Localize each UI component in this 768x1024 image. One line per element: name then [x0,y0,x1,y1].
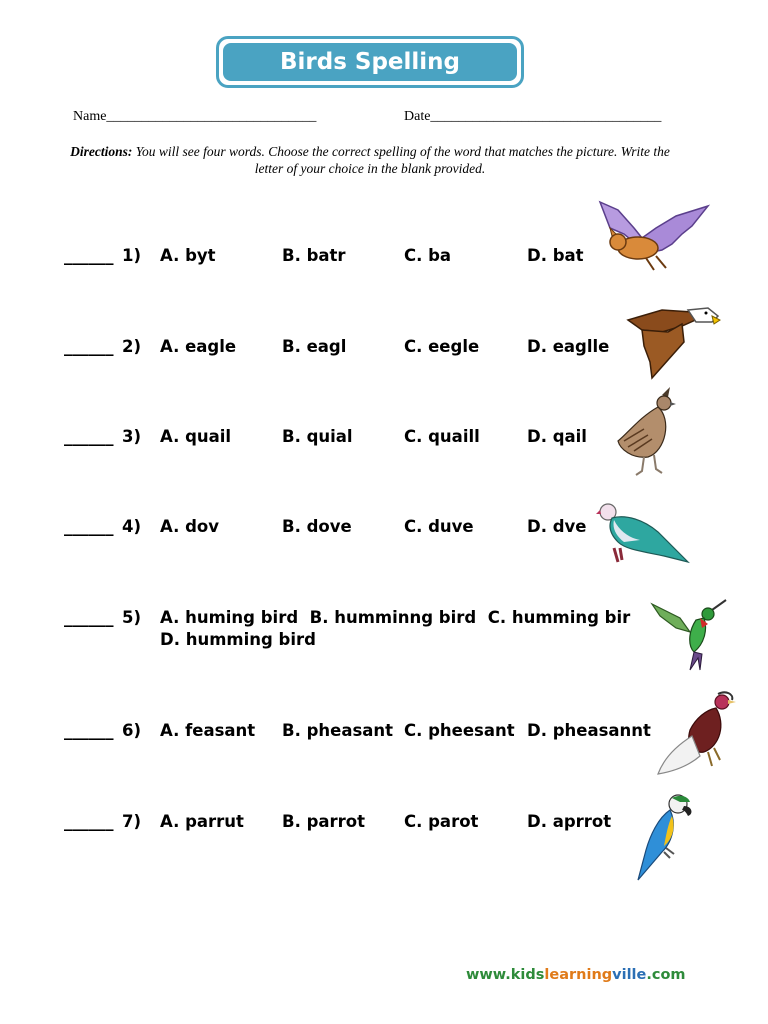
answer-blank[interactable]: ______ [64,608,114,627]
bat-icon [596,198,712,274]
footer-kids: kids [510,967,545,983]
footer-www: www. [466,967,511,983]
answer-blank[interactable]: ______ [64,246,114,265]
dove-icon [596,498,692,570]
answer-blank[interactable]: ______ [64,517,114,536]
option-a: A. eagle [160,337,237,356]
option-b: B. dove [282,517,352,536]
option-a: A. parrut [160,812,244,831]
option-d: D. aprrot [527,812,612,831]
name-field[interactable]: Name______________________________ [73,109,317,124]
footer-ville: ville [612,967,647,983]
footer-learning: learning [544,967,613,983]
option-b: B. batr [282,246,346,265]
option-a: A. byt [160,246,216,265]
footer-com: .com [646,967,686,983]
option-c: C. parot [404,812,479,831]
title-banner [216,36,524,88]
page-title: Birds Spelling [223,43,517,81]
parrot-icon [630,792,696,882]
option-b: B. eagl [282,337,347,356]
answer-blank[interactable]: ______ [64,812,114,831]
option-b: B. pheasant [282,721,394,740]
options-line-2: D. humming bird [160,630,316,649]
directions-text: You will see four words. Choose the correct spelling of the word that matches the picture. Write the letter of your choice in the blank provided. [135,144,670,176]
option-a: A. dov [160,517,219,536]
directions-label: Directions: [70,144,133,159]
option-d: D. qail [527,427,587,446]
option-c: C. eegle [404,337,480,356]
option-c: C. ba [404,246,452,265]
option-d: D. bat [527,246,584,265]
directions [70,143,670,177]
hummingbird-icon [650,598,728,674]
question-number: 7) [122,812,142,831]
option-a: A. feasant [160,721,256,740]
question-number: 6) [122,721,142,740]
question-number: 5) [122,608,142,627]
eagle-icon [622,302,722,382]
options-line-1: A. huming bird B. humminng bird C. humming bir [160,608,631,627]
option-d: D. eaglle [527,337,610,356]
pheasant-icon [656,686,740,778]
quail-icon [614,385,680,477]
option-c: C. quaill [404,427,480,446]
footer-url[interactable] [466,967,686,983]
option-d: D. dve [527,517,587,536]
option-a: A. quail [160,427,232,446]
option-c: C. pheesant [404,721,515,740]
question-number: 3) [122,427,142,446]
date-field[interactable]: Date_________________________________ [404,109,662,124]
answer-blank[interactable]: ______ [64,427,114,446]
question-number: 2) [122,337,142,356]
answer-blank[interactable]: ______ [64,721,114,740]
option-b: B. quial [282,427,353,446]
question-number: 1) [122,246,142,265]
option-c: C. duve [404,517,474,536]
option-b: B. parrot [282,812,366,831]
option-d: D. pheasannt [527,721,651,740]
question-number: 4) [122,517,142,536]
answer-blank[interactable]: ______ [64,337,114,356]
